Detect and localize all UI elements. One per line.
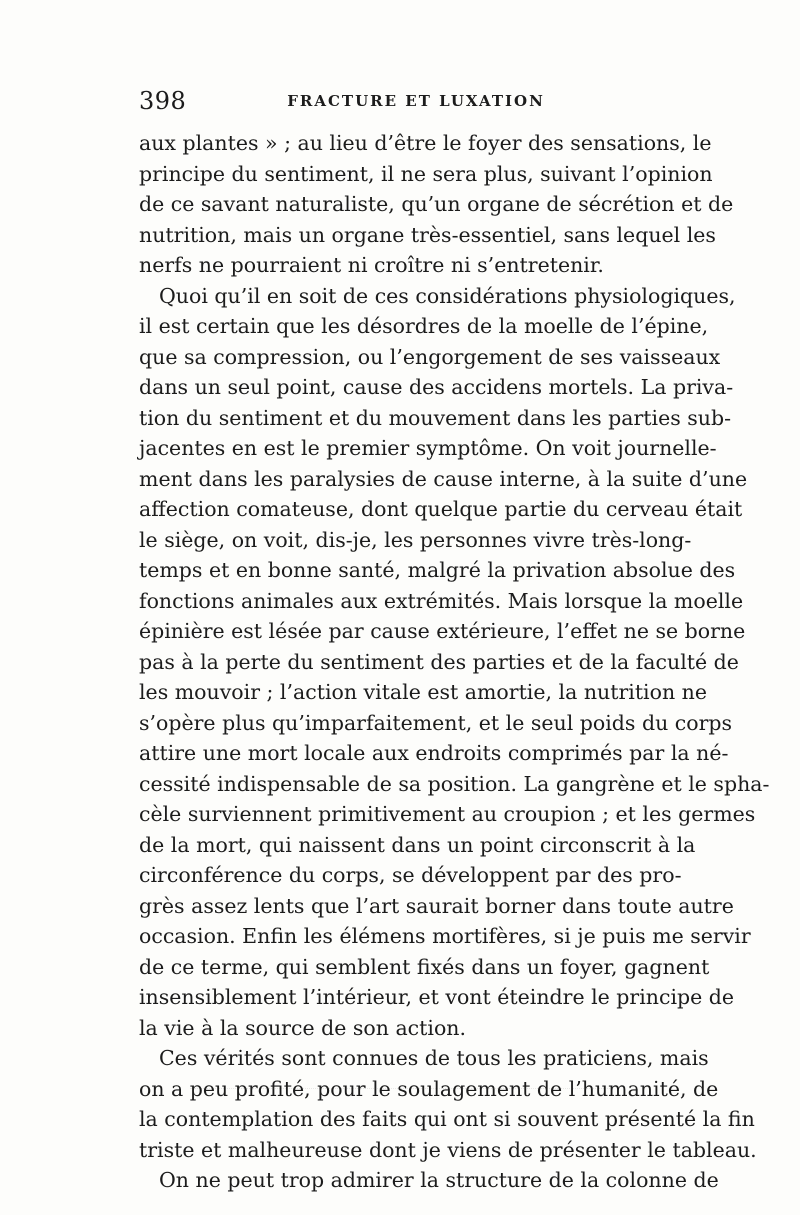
text-line: cessité indispensable de sa position. La gangrène et le spha- [139, 771, 770, 796]
text-line: fonctions animales aux extrémités. Mais lorsque la moelle [139, 588, 744, 613]
text-line: dans un seul point, cause des accidens mortels. La priva- [139, 375, 734, 399]
text-line: aux plantes » ; au lieu d’être le foyer des sensations, le [139, 131, 712, 155]
text-line: la contemplation des faits qui ont si souvent présenté la fin [139, 1107, 755, 1131]
page-header [139, 86, 669, 116]
text-line: s’opère plus qu’imparfaitement, et le seul poids du corps [139, 710, 733, 735]
text-line: insensiblement l’intérieur, et vont éteindre le principe de [139, 985, 735, 1009]
text-line: cèle surviennent primitivement au croupion ; et les germes [139, 802, 756, 826]
text-line: tion du sentiment et du mouvement dans les parties sub- [139, 405, 732, 430]
text-line: On ne peut trop admirer la structure de la colonne de [159, 1168, 719, 1192]
text-line: circonférence du corps, se développent par des pro- [139, 863, 682, 887]
text-line: nutrition, mais un organe très-essentiel, sans lequel les [139, 222, 716, 247]
page-number: 398 [139, 87, 187, 115]
text-line: grès assez lents que l’art saurait borner dans toute autre [139, 893, 734, 918]
text-line: de ce terme, qui semblent fixés dans un foyer, gagnent [139, 954, 710, 979]
text-line: Quoi qu’il en soit de ces considérations physiologiques, [159, 283, 736, 308]
text-line: jacentes en est le premier symptôme. On voit journelle- [139, 436, 717, 460]
text-line: principe du sentiment, il ne sera plus, suivant l’opinion [139, 161, 713, 186]
text-line: ment dans les paralysies de cause interne, à la suite d’une [139, 466, 748, 491]
text-line: le siège, on voit, dis-je, les personnes vivre très-long- [139, 527, 692, 552]
body-text [139, 128, 770, 1196]
text-line: pas à la perte du sentiment des parties et de la faculté de [139, 649, 739, 674]
text-line: attire une mort locale aux endroits comprimés par la né- [139, 741, 729, 765]
text-line: il est certain que les désordres de la moelle de l’épine, [139, 314, 709, 338]
text-line: temps et en bonne santé, malgré la privation absolue des [139, 558, 736, 582]
text-line: que sa compression, ou l’engorgement de ses vaisseaux [139, 344, 721, 369]
bleed-through-mark [190, 1088, 610, 1103]
text-line: de la mort, qui naissent dans un point circonscrit à la [139, 832, 696, 857]
text-line: occasion. Enfin les élémens mortifères, si je puis me servir [139, 924, 751, 948]
text-line: on a peu profité, pour le soulagement de l’humanité, de [139, 1076, 719, 1101]
text-line: Ces vérités sont connues de tous les praticiens, mais [159, 1046, 709, 1070]
text-line: de ce savant naturaliste, qu’un organe de sécrétion et de [139, 192, 734, 216]
text-line: affection comateuse, dont quelque partie du cerveau était [139, 497, 743, 521]
text-line: nerfs ne pourraient ni croître ni s’entretenir. [139, 253, 604, 277]
text-line: triste et malheureuse dont je viens de présenter le tableau. [139, 1137, 757, 1162]
text-line: les mouvoir ; l’action vitale est amortie, la nutrition ne [139, 680, 708, 704]
text-line: la vie à la source de son action. [139, 1015, 467, 1040]
text-line: épinière est lésée par cause extérieure, l’effet ne se borne [139, 619, 746, 643]
running-title: FRACTURE ET LUXATION [287, 92, 545, 110]
